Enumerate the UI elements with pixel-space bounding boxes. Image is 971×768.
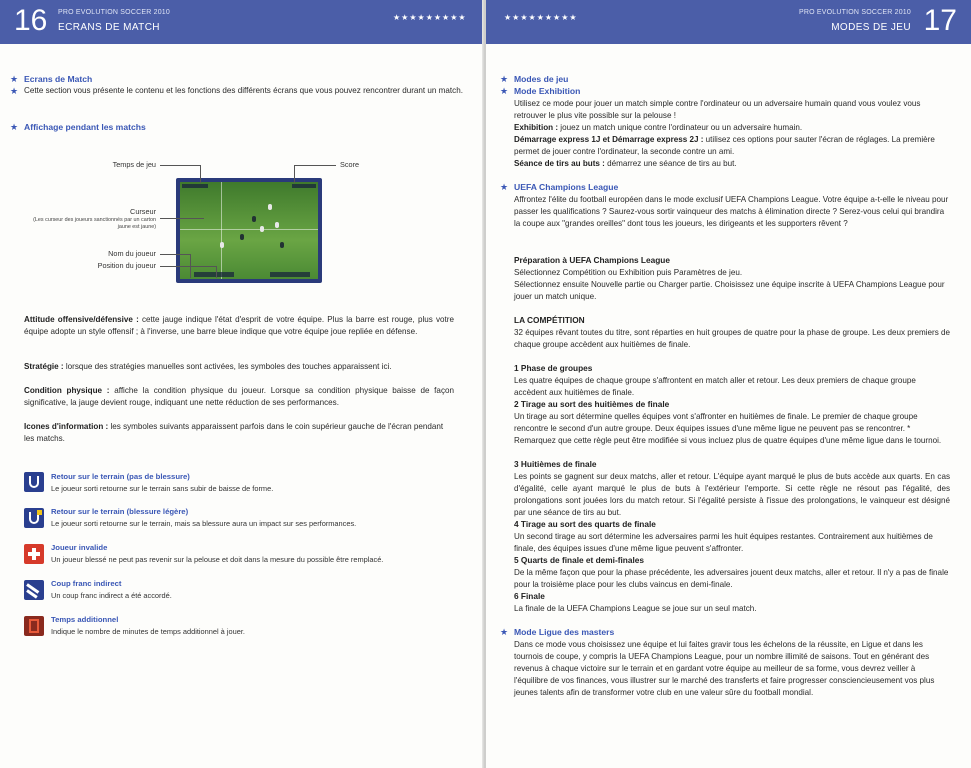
competition-title: LA COMPÉTITION [514, 315, 585, 325]
icon-title-1: Retour sur le terrain (pas de blessure) [51, 472, 190, 481]
phase-title-6: 6 Finale [514, 591, 545, 601]
phase-title-5: 5 Quarts de finale et demi-finales [514, 555, 645, 565]
heading-ucl: UEFA Champions League [514, 182, 619, 192]
label-position-joueur: Position du joueur [97, 261, 156, 270]
prep-line-2: Sélectionnez ensuite Nouvelle partie ou Charger partie. Choisissez une équipe inscrite à UEFA Champions League pour jouer un match unique. [514, 280, 945, 301]
phase-text-3: Les points se gagnent sur deux matchs, aller et retour. L'équipe ayant marqué le plus de buts accède aux quarts. En cas d'égalité, celle ayant marqué le plus de buts à l'extérieur l'emporte. Si cette règle ne résout pas l'égalité, des prolongations sont jouées lors du match retour. Si l'égalité persiste à l'issue des prolongations, le vainqueur est désigné par une séance de tirs au but. [514, 472, 950, 517]
page-number: 17 [923, 4, 957, 37]
return-light-injury-icon [24, 508, 44, 528]
page-number: 16 [14, 4, 48, 37]
icon-title-5: Temps additionnel [51, 615, 119, 624]
phase-text-6: La finale de la UEFA Champions League se joue sur un seul match. [514, 604, 757, 613]
right-page-header [486, 0, 971, 44]
star-icon: ★ [10, 122, 19, 132]
heading-modes: Modes de jeu [514, 74, 569, 84]
masters-text: Dans ce mode vous choisissez une équipe et lui faites gravir tous les échelons de la réussite, en Ligue et dans les tournois de coupe, y compris la UEFA Champions League, pour un nombre illimité de saisons. Tout en générant des revenus à chaque victoire sur le terrain et en gardant votre équipe au meilleur de sa forme, vous devrez veiller à l'équilibre de vos finances, vous illustrer sur le marché des transferts et faire progresser consciencieusement vos plus jeunes talents afin de transformer votre club en une valeur sûre du football mondial. [514, 640, 935, 697]
para-attitude: Attitude offensive/défensive : cette jauge indique l'état d'esprit de votre équipe. Plus la barre est rouge, plus votre équipe adopte un style offensif ; à l'inverse, une barre bleue indique que votre équipe joue repliée en défense. [24, 315, 454, 336]
phase-title-3: 3 Huitièmes de finale [514, 459, 597, 469]
header-stars: ★★★★★★★★★ [504, 13, 578, 22]
star-icon: ★ [500, 182, 509, 192]
header-stars: ★★★★★★★★★ [393, 13, 467, 22]
label-curseur: Curseur [130, 207, 156, 216]
icon-desc-3: Un joueur blessé ne peut pas revenir sur la pelouse et doit dans la mesure du possible être remplacé. [51, 555, 384, 564]
label-temps-de-jeu: Temps de jeu [112, 160, 156, 169]
phase-title-1: 1 Phase de groupes [514, 363, 593, 373]
right-page [486, 0, 971, 768]
added-time-icon [24, 616, 44, 636]
match-screen-image [176, 178, 322, 283]
phase-text-5: De la même façon que pour la phase précédente, les adversaires jouent deux matchs, aller et retour. Il n'y a pas de finale pour la troisième place pour les clubs vaincus en demi-finale. [514, 568, 949, 589]
section-title: ECRANS DE MATCH [58, 22, 160, 33]
icon-title-2: Retour sur le terrain (blessure légère) [51, 507, 189, 516]
icon-desc-1: Le joueur sorti retourne sur le terrain sans subir de baisse de forme. [51, 484, 274, 493]
star-icon: ★ [10, 74, 19, 84]
star-icon: ★ [10, 86, 19, 96]
prep-title: Préparation à UEFA Champions League [514, 255, 670, 265]
left-page [0, 0, 484, 768]
para-icones: Icones d'information : les symboles suivants apparaissent parfois dans le coin supérieur gauche de l'écran pendant les matchs. [24, 422, 444, 443]
label-curseur-note: (Les curseur des joueurs sanctionnés par un carton jaune est jaune) [33, 217, 156, 230]
star-icon: ★ [500, 627, 509, 637]
return-no-injury-icon [24, 472, 44, 492]
icon-title-4: Coup franc indirect [51, 579, 122, 588]
label-score: Score [340, 160, 360, 169]
icon-desc-2: Le joueur sorti retourne sur le terrain, mais sa blessure aura un impact sur ses performances. [51, 519, 357, 528]
star-icon: ★ [500, 74, 509, 84]
para-strategie: Stratégie : lorsque des stratégies manuelles sont activées, les symboles des touches apparaissent ici. [24, 362, 392, 371]
ucl-intro: Affrontez l'élite du football européen dans le mode exclusif UEFA Champions League. Votre équipe a-t-elle le niveau pour passer les qualifications ? Saurez-vous sortir vainqueur des matchs à élimination directe ? Serez-vous celui qui brandira la coupe aux "grandes oreilles" dont tous les joueurs, les dirigeants et les supporters rêvent ? [514, 195, 949, 228]
section-title: MODES DE JEU [831, 22, 911, 33]
star-icon: ★ [500, 86, 509, 96]
game-title: PRO EVOLUTION SOCCER 2010 [799, 9, 911, 16]
indirect-free-kick-icon [24, 580, 44, 600]
prep-line-1: Sélectionnez Compétition ou Exhibition puis Paramètres de jeu. [514, 268, 743, 277]
game-title: PRO EVOLUTION SOCCER 2010 [58, 9, 170, 16]
heading-ecrans: Ecrans de Match [24, 74, 93, 84]
invalid-player-icon [24, 544, 44, 564]
heading-exhibition: Mode Exhibition [514, 86, 581, 96]
left-page-header [0, 0, 484, 44]
icon-title-3: Joueur invalide [51, 543, 108, 552]
intro-text: Cette section vous présente le contenu et les fonctions des différents écrans que vous pouvez rencontrer durant un match. [24, 86, 463, 95]
phase-title-2: 2 Tirage au sort des huitièmes de finale [514, 399, 670, 409]
exhibition-text: Exhibition : jouez un match unique contre l'ordinateur ou un adversaire humain. [514, 123, 803, 132]
phase-title-4: 4 Tirage au sort des quarts de finale [514, 519, 656, 529]
label-nom-joueur: Nom du joueur [108, 249, 156, 258]
para-condition: Condition physique : affiche la condition physique du joueur. Lorsque sa condition physique baisse de façon significative, la jauge devient rouge, indiquant une nette réduction de ses performances. [24, 386, 454, 407]
pitch [180, 182, 318, 279]
heading-masters: Mode Ligue des masters [514, 627, 615, 637]
competition-intro: 32 équipes rêvant toutes du titre, sont réparties en huit groupes de quatre pour la phase de groupe. Les deux premiers de chaque groupe accèdent aux huitièmes de finale. [514, 328, 950, 349]
phase-text-2: Un tirage au sort détermine quelles équipes vont s'affronter en huitièmes de finale. Le premier de chaque groupe rencontre le second d'un autre groupe. Deux équipes issues d'une même ligue ne peuvent pas se rencontrer. * Remarquez que cette règle peut être modifiée si vous incluez plus de quatre équipes d'une même ligue dans le tournoi. [514, 412, 942, 445]
icon-desc-4: Un coup franc indirect a été accordé. [51, 591, 172, 600]
heading-affichage: Affichage pendant les matchs [24, 122, 146, 132]
exhibition-intro: Utilisez ce mode pour jouer un match simple contre l'ordinateur ou un adversaire humain quand vous voulez vous retrouver le plus vite possible sur la pelouse ! [514, 99, 921, 120]
phase-text-1: Les quatre équipes de chaque groupe s'affrontent en match aller et retour. Les deux premiers de chaque groupe accèdent aux huitièmes de finale. [514, 376, 916, 397]
seance-text: Séance de tirs au buts : démarrez une séance de tirs au but. [514, 159, 737, 168]
phase-text-4: Un second tirage au sort détermine les adversaires parmi les huit équipes restantes. Contrairement aux huitièmes de finale, des équipes issues d'une même ligue peuvent s'affronter. [514, 532, 933, 553]
demarrage-text: Démarrage express 1J et Démarrage express 2J : utilisez ces options pour sauter l'écran de réglages. La première permet de jouer contre l'ordinateur, la seconde contre un ami. [514, 135, 935, 156]
icon-desc-5: Indique le nombre de minutes de temps additionnel à jouer. [51, 627, 245, 636]
